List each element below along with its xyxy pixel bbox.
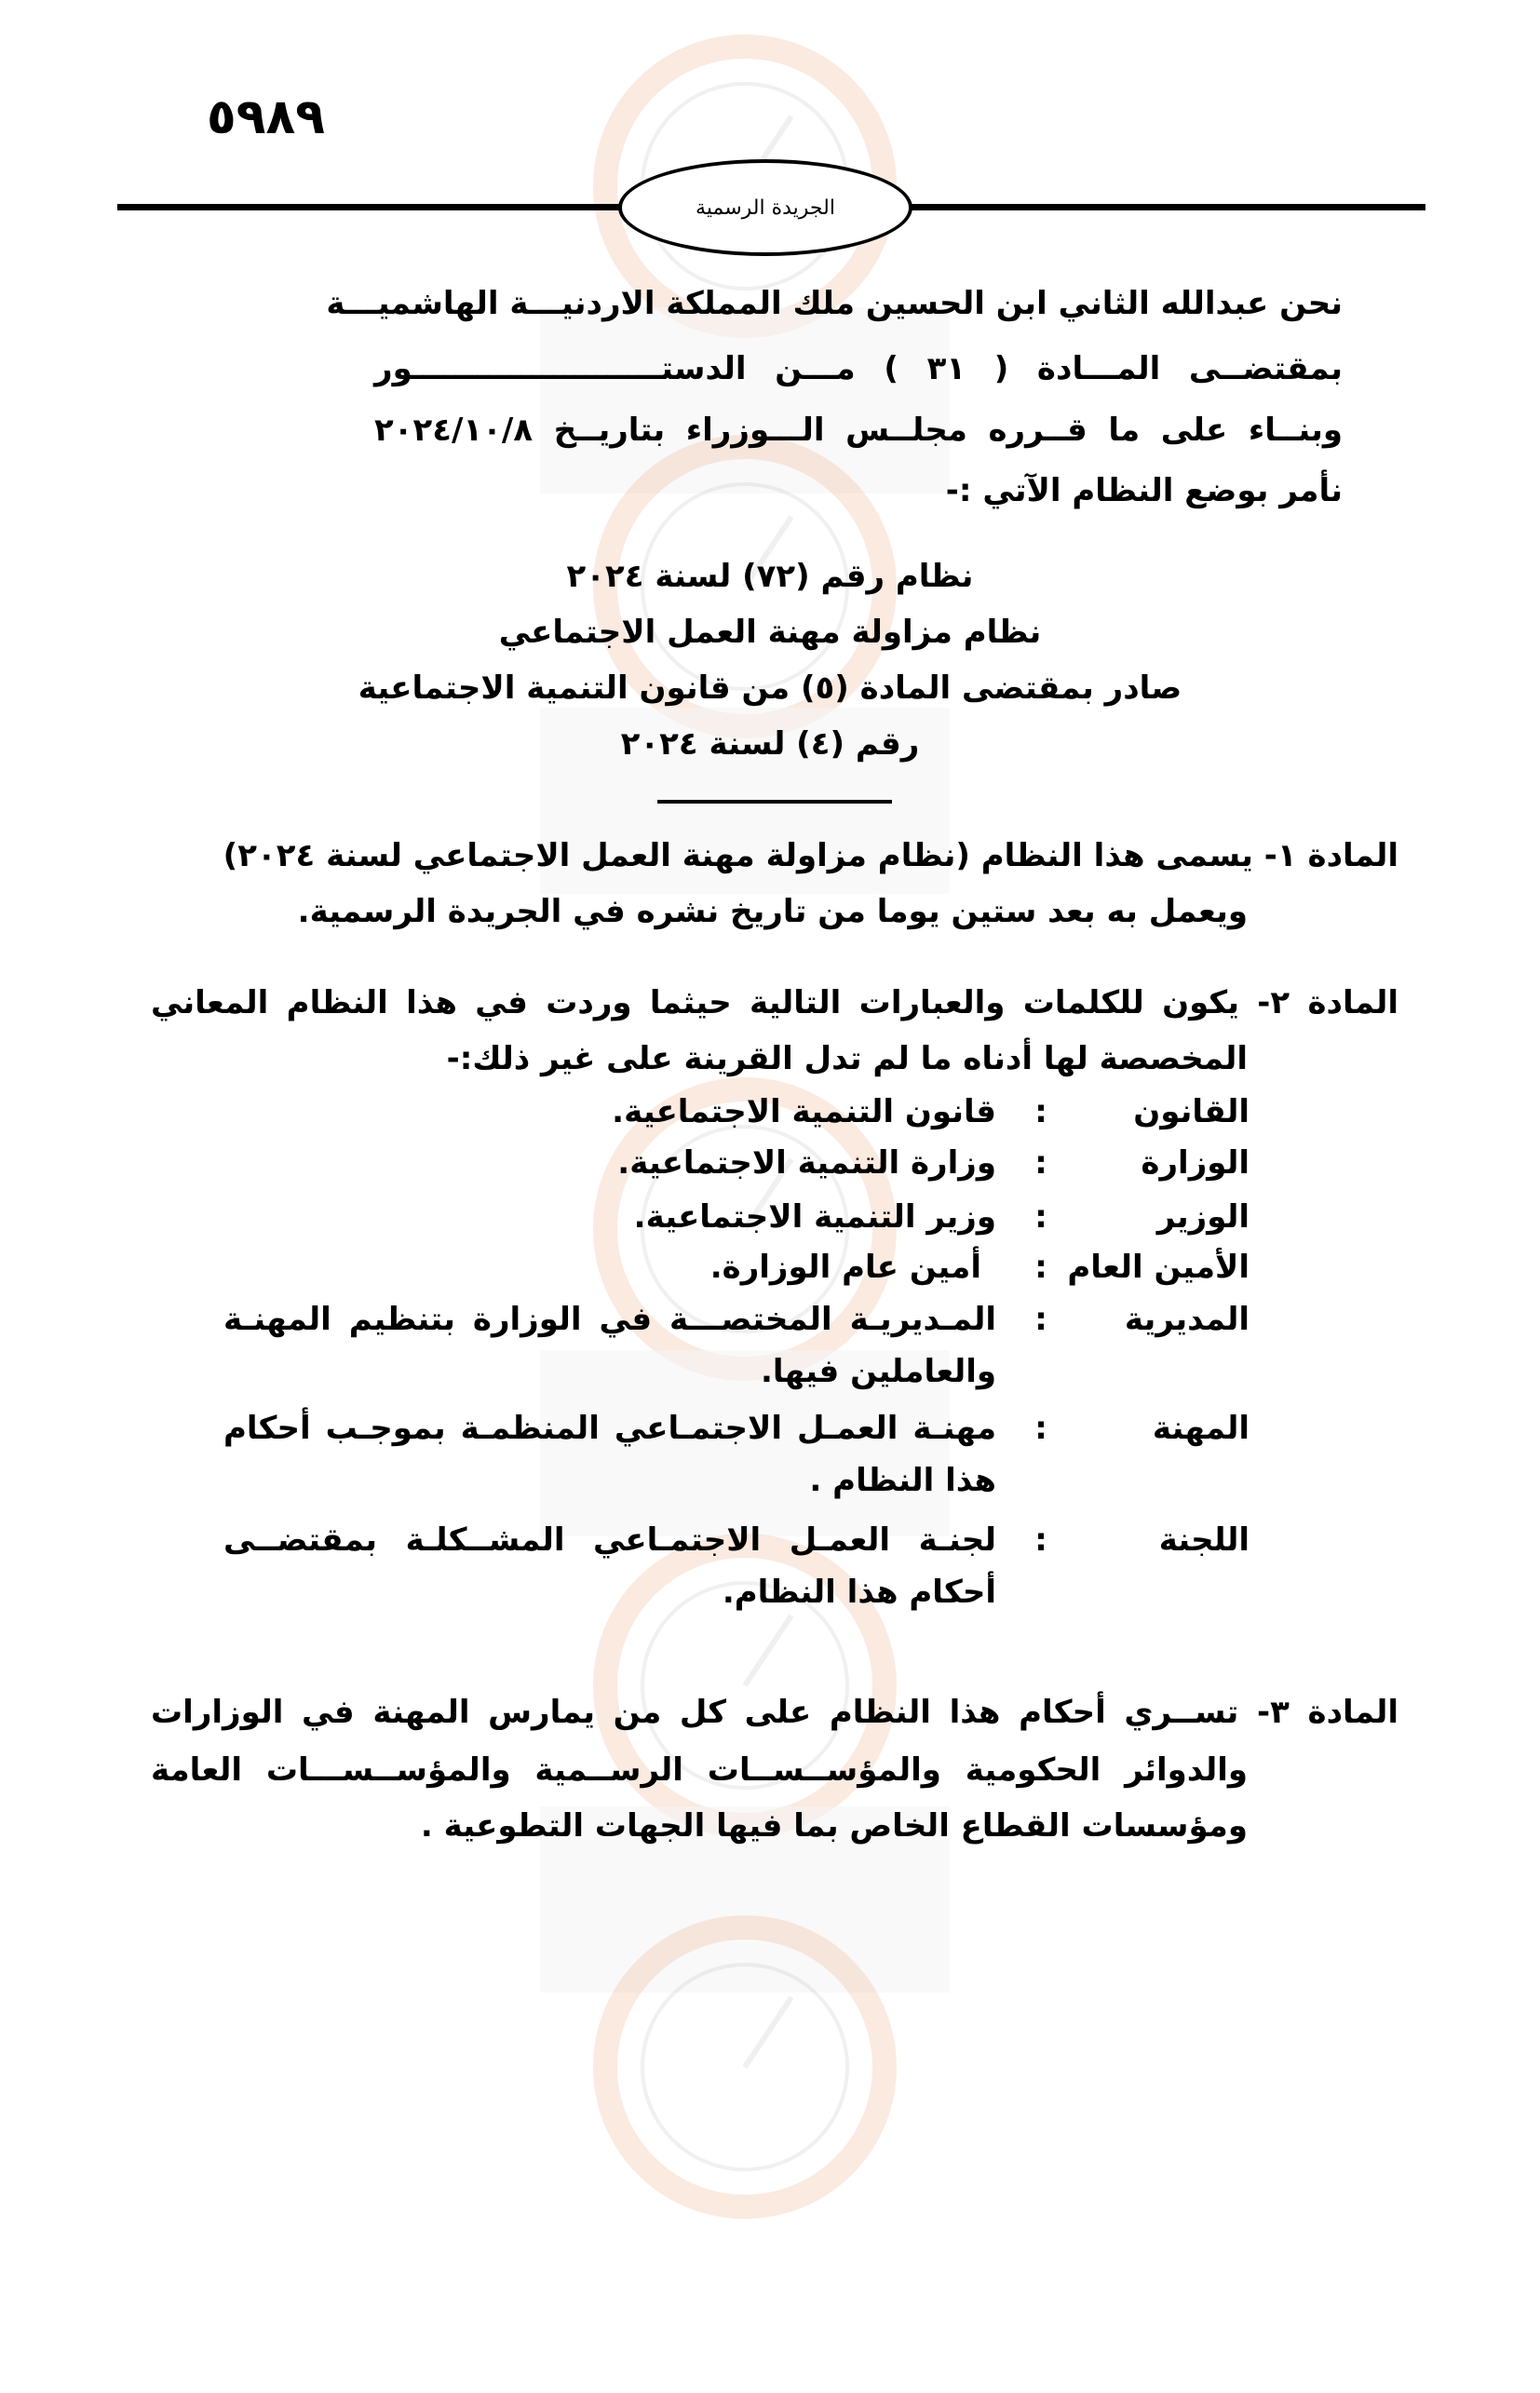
definition-colon: : [1034,1144,1047,1182]
regulation-authority-law: رقم (٤) لسنة ٢٠٢٤ [620,725,920,763]
definition-colon: : [1034,1521,1047,1559]
definition-colon: : [1034,1301,1047,1338]
definition-term: القانون [1133,1093,1250,1130]
definition-term: الوزارة [1141,1144,1250,1182]
gazette-header-badge [618,159,912,256]
gazette-name: الجريدة الرسمية [696,196,835,220]
article-3-line: ومؤسسات القطاع الخاص بما فيها الجهات التطوعية . [420,1807,1248,1845]
definition-colon: : [1034,1410,1047,1447]
regulation-number: نظام رقم (٧٢) لسنة ٢٠٢٤ [566,558,974,595]
preamble-line: وبنــاء على ما قــرره مجلــس الـــوزراء بتاريــخ ٢٠٢٤/١٠/٨ [374,412,1343,449]
definition-colon: : [1034,1198,1047,1236]
definition-meaning: قانون التنمية الاجتماعية. [612,1093,996,1130]
definition-meaning: لجنـة العمـل الاجتمـاعي المشــكلـة بمقتضــى أحكام هذا النظام. [223,1521,996,1611]
title-rule [657,800,892,804]
preamble-line: نحن عبدالله الثاني ابن الحسين ملك المملكة الاردنيـــة الهاشميـــة [326,285,1343,322]
definition-meaning: مهنـة العمـل الاجتمـاعي المنظمـة بموجـب أحكام هذا النظام . [223,1410,996,1499]
definition-term: المهنة [1152,1410,1250,1447]
regulation-authority: صادر بمقتضى المادة (٥) من قانون التنمية الاجتماعية [358,669,1182,707]
article-3-line: المادة ٣- تســري أحكام هذا النظام على كل من يمارس المهنة في الوزارات [151,1694,1398,1731]
definition-term: اللجنة [1158,1521,1250,1559]
preamble-line: نأمر بوضع النظام الآتي :- [945,472,1343,509]
definition-term: الوزير [1156,1198,1250,1236]
definition-colon: : [1034,1249,1047,1286]
article-3-line: والدوائر الحكومية والمؤســســات الرســمية والمؤســســـات العامة [151,1751,1248,1789]
article-2-line: المادة ٢- يكون للكلمات والعبارات التالية حيثما وردت في هذا النظام المعاني [151,984,1398,1021]
definition-colon: : [1034,1093,1047,1130]
definition-term: المديرية [1124,1301,1250,1338]
article-1-line: المادة ١- يسمى هذا النظام (نظام مزاولة مهنة العمل الاجتماعي لسنة ٢٠٢٤) [223,837,1398,874]
regulation-title: نظام مزاولة مهنة العمل الاجتماعي [498,614,1042,651]
definition-meaning: المـديريـة المختصـــة في الوزارة بتنظيم المهنـة والعاملين فيها. [223,1301,996,1390]
article-1-line: ويعمل به بعد ستين يوما من تاريخ نشره في الجريدة الرسمية. [297,893,1248,930]
definition-meaning: وزارة التنمية الاجتماعية. [617,1144,996,1182]
article-2-line: المخصصة لها أدناه ما لم تدل القرينة على غير ذلك:- [446,1040,1248,1077]
page-number: ٥٩٨٩ [207,89,325,145]
preamble-line: بمقتضــى المـــادة ( ٣١ ) مـــن الدستـــــــــــــــــــــــور [374,350,1343,387]
definition-meaning: وزير التنمية الاجتماعية. [633,1198,996,1236]
watermark-logo [484,1909,1006,2393]
definition-term: الأمين العام [1067,1249,1250,1286]
definition-meaning: أمين عام الوزارة. [709,1249,981,1286]
